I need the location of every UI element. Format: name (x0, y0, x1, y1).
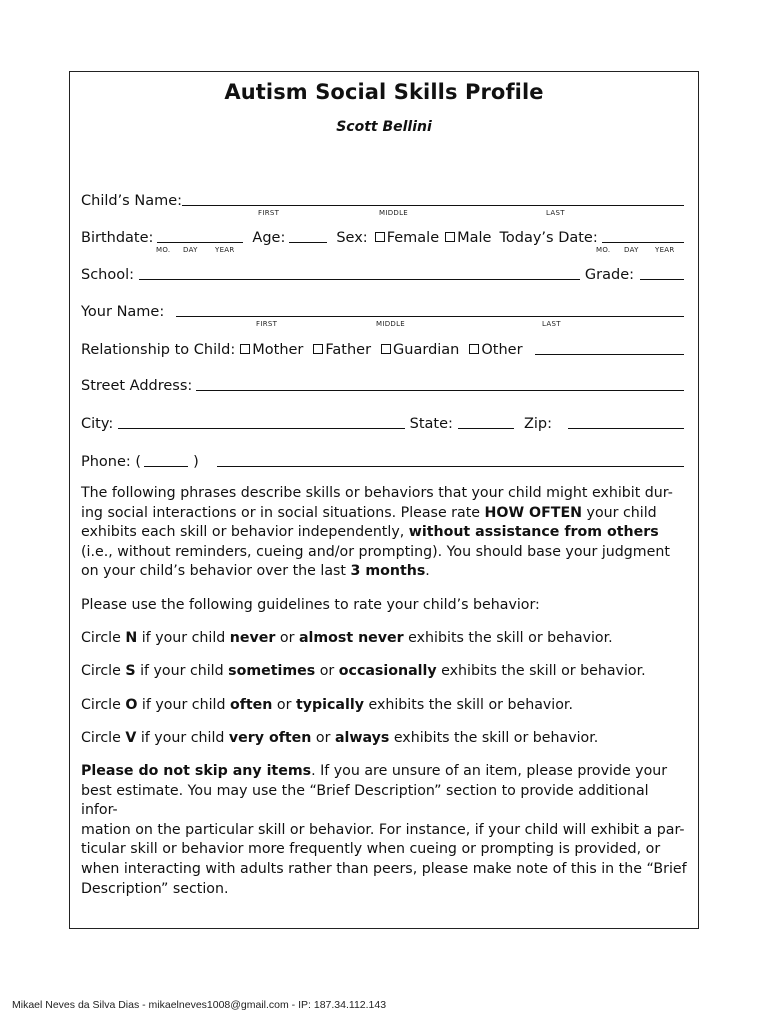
para3-line2: best estimate. You may use the “Brief Description” section to provide additional infor- (81, 782, 649, 819)
phone-label: Phone: ( (81, 454, 142, 470)
zip-field[interactable] (568, 412, 684, 429)
male-label: Male (457, 230, 492, 246)
scale-n-post: exhibits the skill or behavior. (403, 630, 613, 646)
para1-line5: on your child’s behavior over the last (81, 563, 351, 580)
without-assistance-emphasis: without assistance from others (408, 524, 659, 541)
state-field[interactable] (458, 412, 514, 429)
do-not-skip-paragraph (81, 762, 687, 899)
today-mo-caption: MO. (596, 246, 611, 254)
city-row (81, 410, 684, 432)
mother-label: Mother (252, 342, 304, 358)
school-field[interactable] (139, 263, 580, 280)
how-often-emphasis: HOW OFTEN (484, 504, 583, 521)
scale-s-pre: Circle (81, 663, 126, 679)
today-year-caption: YEAR (655, 246, 675, 254)
scale-n-pre: Circle (81, 630, 126, 646)
child-name-field[interactable] (182, 189, 684, 206)
area-code-field[interactable] (144, 450, 188, 467)
scale-v-word2: always (334, 730, 390, 746)
para3-line5: when interacting with adults rather than peers, please make note of this in the “Brief (81, 860, 687, 877)
other-option[interactable] (468, 342, 522, 358)
scale-v-pre: Circle (81, 730, 126, 746)
school-row (81, 261, 684, 283)
scale-s-post: exhibits the skill or behavior. (436, 663, 646, 679)
scale-v-post: exhibits the skill or behavior. (389, 730, 599, 746)
todays-date-label: Today’s Date: (499, 230, 598, 246)
birth-year-caption: YEAR (215, 246, 235, 254)
other-relationship-field[interactable] (535, 338, 684, 355)
watermark-footer: Mikael Neves da Silva Dias - mikaelneves1008@gmail.com - IP: 187.34.112.143 (12, 999, 387, 1011)
your-name-row (81, 298, 684, 320)
phone-close-paren: ) (193, 454, 199, 470)
grade-label: Grade: (584, 267, 634, 283)
scale-n-word1: never (229, 630, 276, 646)
phone-row (81, 448, 684, 470)
child-middle-caption: MIDDLE (379, 209, 409, 217)
age-field[interactable] (289, 226, 327, 243)
para1-line1: The following phrases describe skills or behaviors that your child might exhibit dur- (81, 485, 673, 501)
scale-o-mid: if your child (137, 697, 230, 713)
street-row (81, 372, 684, 394)
para1-line3: exhibits each skill or behavior independently, (81, 524, 409, 541)
relationship-label: Relationship to Child: (81, 342, 236, 358)
zip-label: Zip: (523, 416, 552, 432)
scale-v-mid: if your child (136, 730, 229, 746)
scale-n-mid: if your child (137, 630, 230, 646)
scale-v-word1: very often (228, 730, 312, 746)
your-name-label: Your Name: (81, 304, 165, 320)
other-checkbox[interactable] (469, 344, 479, 354)
para1-period: . (425, 563, 430, 580)
scale-often (81, 696, 687, 716)
para3-line6: Description” section. (81, 880, 229, 897)
todays-date-field[interactable] (602, 226, 684, 243)
male-option[interactable] (444, 230, 491, 246)
father-option[interactable] (312, 342, 371, 358)
city-label: City: (81, 416, 114, 432)
father-label: Father (325, 342, 372, 358)
scale-v-letter: V (125, 730, 137, 746)
scale-o-word2: typically (295, 697, 364, 713)
child-name-label: Child’s Name: (81, 193, 183, 209)
other-label: Other (481, 342, 523, 358)
birth-day-caption: DAY (183, 246, 198, 254)
scale-n-word2: almost never (298, 630, 404, 646)
scale-o-or: or (272, 697, 296, 713)
your-name-field[interactable] (176, 300, 684, 317)
grade-field[interactable] (640, 263, 684, 280)
scale-s-letter: S (125, 663, 136, 679)
scale-o-post: exhibits the skill or behavior. (363, 697, 573, 713)
child-first-caption: FIRST (258, 209, 280, 217)
scale-n-letter: N (125, 630, 138, 646)
birthdate-label: Birthdate: (81, 230, 154, 246)
birth-mo-caption: MO. (156, 246, 171, 254)
guardian-checkbox[interactable] (381, 344, 391, 354)
guidelines-intro: Please use the following guidelines to rate your child’s behavior: (81, 597, 540, 613)
your-first-caption: FIRST (256, 320, 278, 328)
scale-s-word2: occasionally (338, 663, 437, 679)
child-last-caption: LAST (546, 209, 565, 217)
form-box (69, 71, 699, 929)
para1-line2a: ing social interactions or in social situations. Please rate (81, 504, 485, 521)
birthdate-field[interactable] (157, 226, 243, 243)
scale-o-letter: O (125, 697, 138, 713)
city-field[interactable] (118, 412, 404, 429)
scale-n-or: or (275, 630, 299, 646)
state-label: State: (409, 416, 453, 432)
your-middle-caption: MIDDLE (376, 320, 406, 328)
scale-v-or: or (311, 730, 335, 746)
para3-line1: . If you are unsure of an item, please provide your (311, 763, 668, 779)
male-checkbox[interactable] (445, 232, 455, 242)
para3-line3: mation on the particular skill or behavior. For instance, if your child will exhibit a par- (81, 821, 685, 838)
child-name-row (81, 187, 684, 209)
female-checkbox[interactable] (375, 232, 385, 242)
scale-sometimes (81, 662, 687, 682)
three-months-emphasis: 3 months (350, 563, 426, 580)
do-not-skip-emphasis: Please do not skip any items (81, 763, 312, 779)
today-day-caption: DAY (624, 246, 639, 254)
father-checkbox[interactable] (313, 344, 323, 354)
sex-label: Sex: (336, 230, 368, 246)
scale-never (81, 629, 687, 649)
scale-s-mid: if your child (135, 663, 229, 679)
form-author: Scott Bellini (336, 119, 432, 135)
mother-checkbox[interactable] (240, 344, 250, 354)
para1-line2b: your child (582, 504, 657, 521)
phone-number-field[interactable] (217, 450, 684, 467)
your-last-caption: LAST (542, 320, 561, 328)
scale-very-often (81, 729, 687, 749)
scale-s-word1: sometimes (228, 663, 316, 679)
school-label: School: (81, 267, 135, 283)
mother-option[interactable] (239, 342, 303, 358)
female-option[interactable] (374, 230, 439, 246)
street-field[interactable] (196, 374, 684, 391)
street-label: Street Address: (81, 378, 193, 394)
scale-o-word1: often (229, 697, 273, 713)
guardian-label: Guardian (393, 342, 460, 358)
female-label: Female (386, 230, 440, 246)
relationship-row (81, 336, 684, 358)
guardian-option[interactable] (380, 342, 459, 358)
para3-line4: ticular skill or behavior more frequently when cueing or prompting is provided, or (81, 841, 661, 858)
age-label: Age: (252, 230, 286, 246)
birthdate-row (81, 224, 684, 246)
form-title: Autism Social Skills Profile (224, 80, 544, 104)
para1-line4: (i.e., without reminders, cueing and/or prompting). You should base your judgment (81, 543, 670, 560)
instructions-paragraph (81, 484, 687, 582)
scale-s-or: or (315, 663, 339, 679)
scale-o-pre: Circle (81, 697, 126, 713)
